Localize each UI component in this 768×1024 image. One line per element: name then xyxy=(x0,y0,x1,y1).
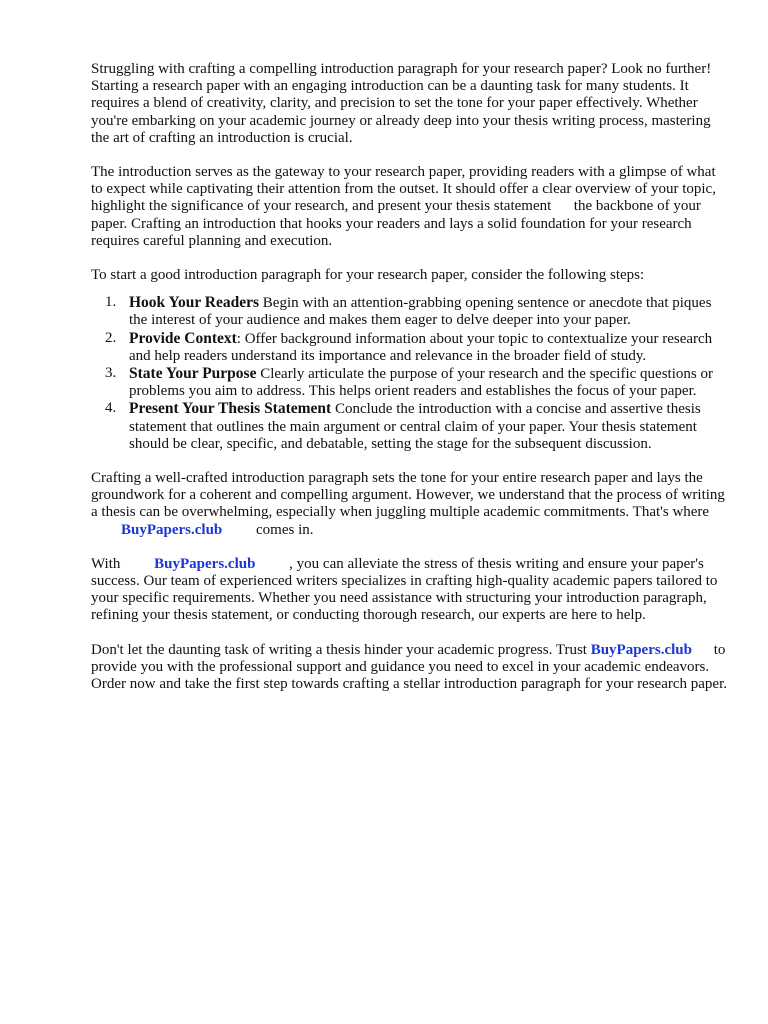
step-title: Provide Context xyxy=(129,329,237,347)
step-number: 1. xyxy=(105,294,117,311)
list-item xyxy=(91,294,727,329)
step-title: Present Your Thesis Statement xyxy=(129,400,332,418)
crafting-text: Crafting a well-crafted introduction paragraph sets the tone for your entire research paper and lays the groundwork for a coherent and compelling argument. However, we understand that the process of writing a thesis can be overwhelming, especially when juggling multiple academic commitments. That's where xyxy=(91,470,725,521)
step-title: State Your Purpose xyxy=(129,365,257,383)
step-text: : Offer background information about your topic to contextualize your research and help readers understand its importance and relevance in the broader field of study. xyxy=(129,330,713,364)
list-item xyxy=(91,365,727,400)
list-item xyxy=(91,400,727,453)
closing-text-end: to provide you with the professional support and guidance you need to excel in your academic endeavors. Order now and take the first step towards crafting a stellar introduction paragraph for your research paper. xyxy=(91,641,728,693)
step-text: Conclude the introduction with a concise and assertive thesis statement that outlines the main argument or central claim of your paper. Your thesis statement should be clear, specific, and debatable, setting the stage for the subsequent discussion. xyxy=(129,401,701,452)
step-number: 4. xyxy=(105,400,117,417)
with-paragraph xyxy=(91,556,727,625)
document-body xyxy=(91,61,727,710)
closing-paragraph xyxy=(91,642,727,694)
gateway-paragraph: The introduction serves as the gateway to your research paper, providing readers with a glimpse of what to expect while captivating their attention from the outset. It should offer a clear overview of your topic, highlight the significance of your research, and present your thesis statement the backbone of your paper. Crafting an introduction that hooks your readers and lays a solid foundation for your research requires careful planning and execution. xyxy=(91,164,716,249)
step-text: Begin with an attention-grabbing opening sentence or anecdote that piques the interest of your audience and makes them eager to delve deeper into your paper. xyxy=(129,295,712,329)
closing-text: Don't let the daunting task of writing a thesis hinder your academic progress. Trust xyxy=(91,641,587,658)
step-text: Clearly articulate the purpose of your research and the specific questions or problems you aim to address. This helps orient readers and establishes the focus of your paper. xyxy=(129,366,713,400)
step-number: 2. xyxy=(105,329,117,346)
with-text: With xyxy=(91,555,121,572)
intro-paragraph: Struggling with crafting a compelling introduction paragraph for your research paper? Look no further! Starting a research paper with an engaging introduction can be a daunting task for many students. It requires a blend of creativity, clarity, and precision to set the tone for your paper effectively. Whether you're embarking on your academic journey or already deep into your thesis writing process, mastering the art of crafting an introduction is crucial. xyxy=(91,61,712,146)
steps-list xyxy=(91,294,727,453)
steps-intro-paragraph: To start a good introduction paragraph for your research paper, consider the following steps: xyxy=(91,267,645,284)
with-text-end: , you can alleviate the stress of thesis writing and ensure your paper's success. Our team of experienced writers specializes in crafting high-quality academic papers tailored to your specific requirements. Whether you need assistance with structuring your introduction paragraph, refining your thesis statement, or conducting thorough research, our experts are here to help. xyxy=(91,555,718,624)
crafting-paragraph xyxy=(91,470,727,539)
buypapers-link[interactable]: BuyPapers.club xyxy=(590,641,692,658)
list-item xyxy=(91,330,727,365)
step-number: 3. xyxy=(105,365,117,382)
buypapers-link[interactable]: BuyPapers.club xyxy=(121,521,223,538)
buypapers-link[interactable]: BuyPapers.club xyxy=(154,555,256,572)
step-title: Hook Your Readers xyxy=(129,294,260,312)
crafting-text-end: comes in. xyxy=(256,521,314,538)
